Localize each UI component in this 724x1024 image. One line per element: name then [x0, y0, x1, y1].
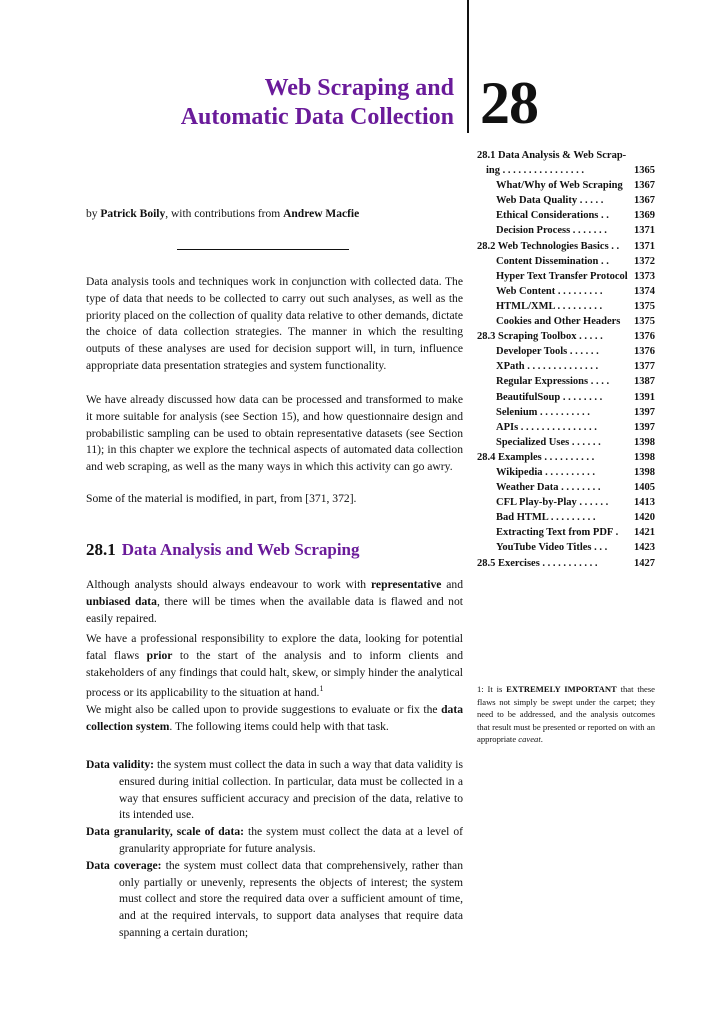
author-middle: , with contributions from	[165, 208, 281, 220]
toc-entry[interactable]: Web Data Quality . . . . . 1367	[496, 195, 655, 207]
toc-entry[interactable]: 28.5 Exercises . . . . . . . . . . . 1427	[477, 557, 655, 569]
toc-entry[interactable]: CFL Play-by-Play . . . . . . 1413	[496, 497, 655, 509]
toc-entry[interactable]: Hyper Text Transfer Protocol 1373	[496, 270, 655, 282]
footnote-marker[interactable]: 1	[319, 684, 324, 694]
toc-entry[interactable]: 28.1 Data Analysis & Web Scrap-	[477, 150, 627, 161]
chapter-title-line-1: Web Scraping and	[264, 75, 454, 101]
section-number: 28.1	[86, 540, 116, 559]
chapter-number: 28	[480, 70, 538, 136]
intro-paragraph-2: We have already discussed how data can be processed and transformed to make it more suitable for analysis (see Section 15), and how questionnaire design and probabilistic sampling can be used to obtain representative datasets (see Section 11); in this chapter we explore the technical aspects of automated data collection and web scraping, as well as the many ways in which this activity can go awry.	[86, 393, 463, 474]
toc-entry[interactable]: Regular Expressions . . . . 1387	[496, 376, 655, 388]
author-line	[86, 208, 359, 220]
definition-list	[86, 757, 463, 942]
toc-entry[interactable]: 28.3 Scraping Toolbox . . . . . 1376	[477, 331, 655, 343]
section-title: Data Analysis and Web Scraping	[121, 540, 360, 559]
definition-term: Data granularity, scale of data:	[86, 825, 245, 839]
toc-entry[interactable]: Cookies and Other Headers 1375	[496, 316, 655, 328]
toc-entry[interactable]: APIs . . . . . . . . . . . . . . . 1397	[496, 421, 655, 433]
toc-entry[interactable]: Bad HTML . . . . . . . . . 1420	[496, 512, 655, 524]
chapter-title-line-2: Automatic Data Collection	[180, 104, 454, 130]
toc-entry[interactable]: ing . . . . . . . . . . . . . . . . 1365	[486, 165, 655, 177]
emphasis-data-collection-system: data collection system	[86, 703, 463, 733]
toc-entry[interactable]: Decision Process . . . . . . . 1371	[496, 225, 655, 237]
definition-item: Data granularity, scale of data: the system must collect the data at a level of granularity appropriate for future analysis.	[86, 825, 463, 855]
section-paragraph-2: We have a professional responsibility to explore the data, looking for potential fatal flaws prior to the start of the analysis and to inform clients and stakeholders of any findings that could halt, skew, or simply hinder the analytical process or its applicability to the situation at hand.$^1$	[86, 632, 463, 700]
definition-item: Data coverage: the system must collect data that comprehensively, rather than only partially or unevenly, represents the objects of interest; the system must collect and store the required data over a sufficient amount of time, and at the required intervals, to support data analyses that require data spanning a certain duration;	[86, 858, 463, 939]
definition-term: Data validity:	[86, 758, 154, 771]
toc-entry[interactable]: 28.4 Examples . . . . . . . . . . 1398	[477, 451, 655, 463]
chapter-toc	[477, 148, 655, 571]
toc-entry[interactable]: Selenium . . . . . . . . . . 1397	[496, 406, 655, 418]
toc-entry[interactable]: Specialized Uses . . . . . . 1398	[496, 436, 655, 448]
author-name: Patrick Boily	[100, 208, 166, 220]
contributor-name: Andrew Macfie	[283, 208, 360, 220]
toc-entry[interactable]: XPath . . . . . . . . . . . . . . 1377	[496, 361, 655, 373]
emphasis-unbiased-data: unbiased data	[86, 594, 157, 608]
intro-paragraph-3: Some of the material is modified, in part, from [371, 372].	[86, 492, 357, 505]
toc-entry[interactable]: BeautifulSoup . . . . . . . . 1391	[496, 391, 655, 403]
toc-entry[interactable]: YouTube Video Titles . . . 1423	[496, 542, 655, 554]
emphasis-representative: representative	[370, 578, 442, 591]
footnote-sidenote: 1: It is EXTREMELY IMPORTANT that these flaws not simply be swept under the carpet; they need to be addressed, and the analysis outcomes that result must be presented or reported on with an appropriate caveat.	[477, 684, 655, 744]
definition-term: Data coverage:	[86, 858, 162, 872]
intro-paragraph-1: Data analysis tools and techniques work in conjunction with collected data. The type of data that needs to be collected to carry out such analyses, as well as the priority placed on the collection of quality data relative to other demands, dictate the choice of data collection strategies. The manner in which the resulting outputs of these analyses are used for decision support will, in turn, influence appropriate data presentation strategies and system functionality.	[86, 275, 463, 372]
toc-entry[interactable]: Developer Tools . . . . . . 1376	[496, 346, 655, 358]
section-heading	[86, 540, 360, 560]
chapter-title	[134, 74, 454, 132]
toc-entry[interactable]: Web Content . . . . . . . . . 1374	[496, 285, 655, 297]
author-prefix: by	[86, 208, 98, 220]
toc-entry[interactable]: Ethical Considerations . . 1369	[496, 210, 655, 222]
toc-entry[interactable]: HTML/XML . . . . . . . . . 1375	[496, 300, 655, 312]
emphasis-prior: prior	[146, 648, 173, 662]
section-paragraph-1: Although analysts should always endeavour to work with representative and unbiased data, there will be times when the available data is flawed and not easily repaired.	[86, 578, 464, 625]
toc-entry[interactable]: 28.2 Web Technologies Basics . . 1371	[477, 240, 655, 252]
section-paragraph-3: We might also be called upon to provide suggestions to evaluate or fix the data collection system. The following items could help with that task.	[86, 703, 463, 733]
toc-entry[interactable]: What/Why of Web Scraping 1367	[496, 180, 655, 192]
toc-entry[interactable]: Extracting Text from PDF . 1421	[496, 527, 655, 539]
definition-item: Data validity: the system must collect the data in such a way that data validity is ensured during initial collection. In particular, data must be collected in a way that ensures sufficient accuracy and precision of the data, relative to its intended use.	[86, 758, 463, 822]
toc-entry[interactable]: Weather Data . . . . . . . . 1405	[496, 482, 655, 494]
author-divider	[177, 249, 349, 250]
toc-entry[interactable]: Wikipedia . . . . . . . . . . 1398	[496, 466, 655, 478]
toc-entry[interactable]: Content Dissemination . . 1372	[496, 255, 655, 267]
header-vertical-rule	[467, 0, 469, 133]
